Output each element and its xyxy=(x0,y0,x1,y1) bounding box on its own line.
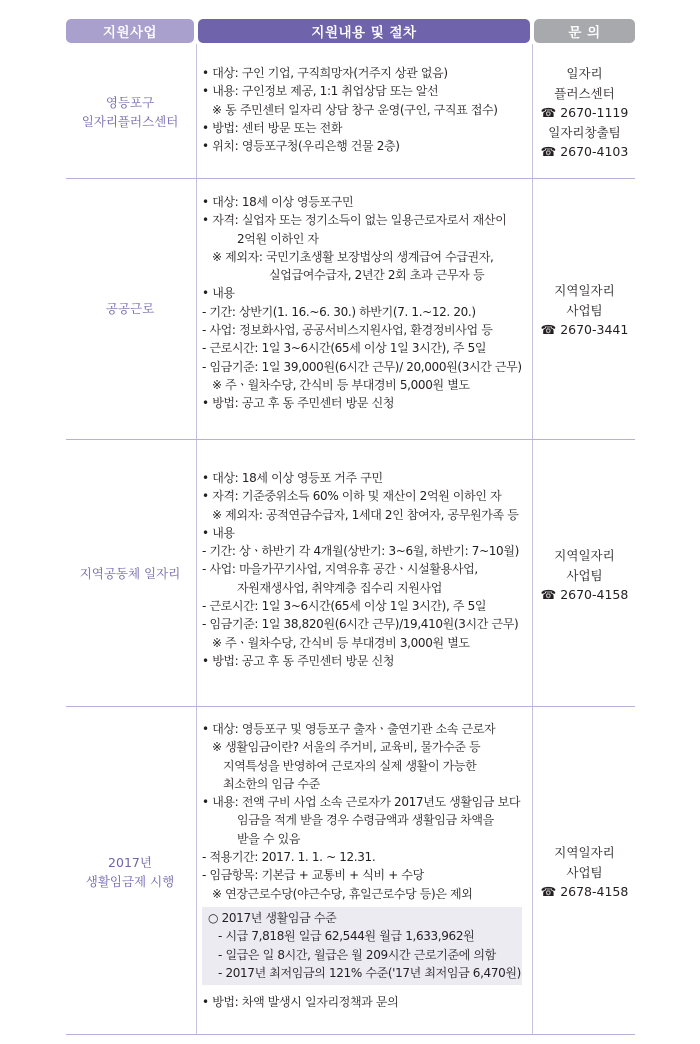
phone-number: ☎ 2670-4158 xyxy=(540,587,629,602)
table-bottom-border xyxy=(66,1034,635,1035)
row-4-content: • 대상: 영등포구 및 영등포구 출자ㆍ출연기관 소속 근로자 ※ 생활임금이란? 서울의 주거비, 교육비, 물가수준 등 지역특성을 반영하여 근로자의 실제 생활이 가능한 최소한의 임금 수준 • 내용: 전액 구비 사업 소속 근로자가 2017년도 생활임금 보다 임금을 적게 받을 경우 수령금액과 생활임금 차액을 받을 수 있음 - 적용기간: 2017. 1. 1. ~ 12.31. - 임금항목: 기본급 + 교통비 + 식비 + 수당 ※ 연장근로수당(야근수당, 휴일근로수당 등)은 제외 ○ 2017년 생활임금 수준 - 시급 7,818원 일급 62,544원 월급 1,633,962원 - 일급은 일 8시간, 월급은 월 209시간 근로기준에 의함 - 2017년 최저임금의 121% 수준('17년 최저임금 6,470원) • 방법: 차액 발생시 일자리정책과 문의 xyxy=(202,722,521,1010)
row-1-label: 영등포구 일자리플러스센터 xyxy=(81,95,179,129)
header-program: 지원사업 xyxy=(66,19,194,43)
row-divider-3 xyxy=(66,706,635,707)
header-inquiry: 문 의 xyxy=(534,19,635,43)
row-1-content: • 대상: 구인 기업, 구직희망자(거주지 상관 없음) • 내용: 구인정보 제공, 1:1 취업상담 또는 알선 ※ 동 주민센터 일자리 상담 창구 운영(구인, 구직표 접수) • 방법: 센터 방문 또는 전화 • 위치: 영등포구청(우리은행 건물 2층) xyxy=(202,66,498,154)
row-2-label: 공공근로 xyxy=(105,301,155,316)
row-3-contact: 지역일자리 사업팀 ☎ 2670-4158 xyxy=(534,546,635,605)
phone-number: ☎ 2670-4103 xyxy=(540,144,629,159)
row-3-content: • 대상: 18세 이상 영등포 거주 구민 • 자격: 기준중위소득 60% 이하 및 재산이 2억원 이하인 자 ※ 제외자: 공적연금수급자, 1세대 2인 참여자, 공무원가족 등 • 내용 - 기간: 상ㆍ하반기 각 4개월(상반기: 3~6월, 하반기: 7~10월) - 사업: 마을가꾸기사업, 지역유휴 공간ㆍ시설활용사업, 자원재생사업, 취약계층 집수리 지원사업 - 근로시간: 1일 3~6시간(65세 이상 1일 3시간), 주 5일 - 임금기준: 1일 38,820원(6시간 근무)/19,410원(3시간 근무) ※ 주ㆍ월차수당, 간식비 등 부대경비 3,000원 별도 • 방법: 공고 후 동 주민센터 방문 신청 xyxy=(202,471,519,668)
row-divider-2 xyxy=(66,439,635,440)
row-divider-1 xyxy=(66,178,635,179)
phone-number: ☎ 2670-3441 xyxy=(540,322,629,337)
row-2-content: • 대상: 18세 이상 영등포구민 • 자격: 실업자 또는 정기소득이 없는 일용근로자로서 재산이 2억원 이하인 자 ※ 제외자: 국민기초생활 보장법상의 생계급여 수급권자, 실업급여수급자, 2년간 2회 초과 근무자 등 • 내용 - 기간: 상반기(1. 16.~6. 30.) 하반기(7. 1.~12. 20.) - 사업: 정보화사업, 공공서비스지원사업, 환경정비사업 등 - 근로시간: 1일 3~6시간(65세 이상 1일 3시간), 주 5일 - 임금기준: 1일 39,000원(6시간 근무)/ 20,000원(3시간 근무) ※ 주ㆍ월차수당, 간식비 등 부대경비 5,000원 별도 • 방법: 공고 후 동 주민센터 방문 신청 xyxy=(202,195,522,411)
phone-number: ☎ 2678-4158 xyxy=(540,884,629,899)
phone-number: ☎ 2670-1119 xyxy=(540,105,629,120)
row-2-contact: 지역일자리 사업팀 ☎ 2670-3441 xyxy=(534,281,635,340)
living-wage-level-box: ○ 2017년 생활임금 수준 - 시급 7,818원 일급 62,544원 월급 1,633,962원 - 일급은 일 8시간, 월급은 월 209시간 근로기준에 의함 - 2017년 최저임금의 121% 수준('17년 최저임금 6,470원) xyxy=(202,907,522,985)
row-4-contact: 지역일자리 사업팀 ☎ 2678-4158 xyxy=(534,843,635,902)
header-support-content: 지원내용 및 절차 xyxy=(198,19,530,43)
row-1-contact: 일자리 플러스센터 ☎ 2670-1119 일자리창출팀 ☎ 2670-4103 xyxy=(534,64,635,162)
column-divider-1 xyxy=(196,44,197,1034)
row-4-label: 2017년 생활임금제 시행 xyxy=(85,855,175,889)
row-3-label: 지역공동체 일자리 xyxy=(79,566,181,581)
